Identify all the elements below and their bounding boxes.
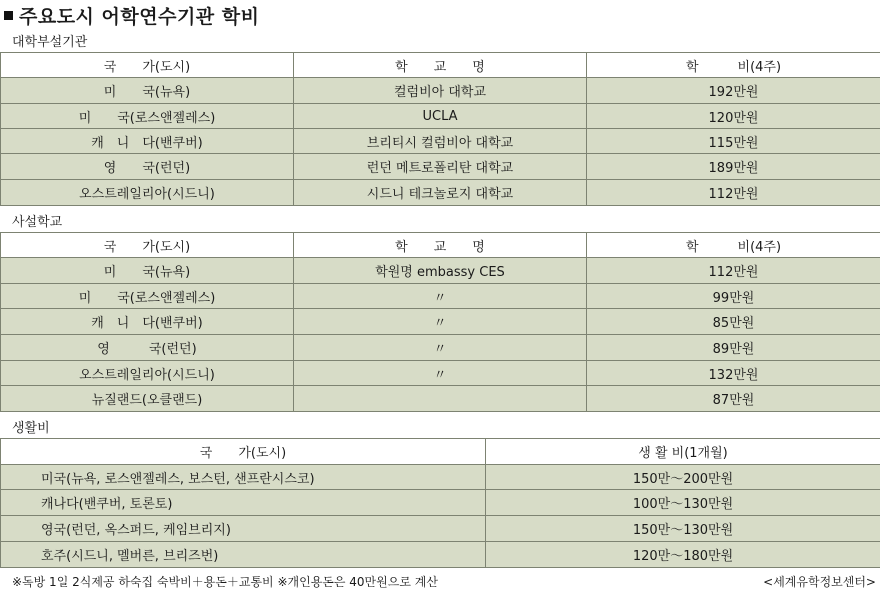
cell-living-cost: 150만～200만원 xyxy=(486,465,880,490)
cell-tuition: 99만원 xyxy=(587,284,880,309)
cell-country: 캐 니 다(밴쿠버) xyxy=(1,129,294,154)
cell-country: 호주(시드니, 멜버른, 브리즈번) xyxy=(1,542,486,568)
table-row xyxy=(1,154,880,180)
cell-living-cost: 150만～130만원 xyxy=(486,516,880,542)
source-credit: <세계유학정보센터> xyxy=(763,575,876,589)
cell-tuition: 87만원 xyxy=(587,386,880,412)
footnote: ※독방 1일 2식제공 하숙집 숙박비＋용돈＋교통비 ※개인용돈은 40만원으로 계산 xyxy=(12,575,438,589)
table-row xyxy=(1,361,880,386)
cell-country: 미 국(뉴욕) xyxy=(1,258,294,284)
table-row xyxy=(1,490,880,516)
title-row xyxy=(0,3,259,27)
cell-tuition: 115만원 xyxy=(587,129,880,154)
cell-country: 캐나다(밴쿠버, 토론토) xyxy=(1,490,486,516)
table-row xyxy=(1,180,880,206)
cell-country: 미 국(뉴욕) xyxy=(1,78,294,104)
cell-living-cost: 120만～180만원 xyxy=(486,542,880,568)
cell-tuition: 189만원 xyxy=(587,154,880,180)
table-header-row xyxy=(1,233,880,258)
cell-country: 미 국(로스앤젤레스) xyxy=(1,284,294,309)
header-school: 학 교 명 xyxy=(294,53,587,78)
section-label-private: 사설학교 xyxy=(12,215,63,230)
header-tuition: 학 비(4주) xyxy=(587,53,880,78)
table-row xyxy=(1,104,880,129)
table-row xyxy=(1,78,880,104)
cell-country: 미 국(로스앤젤레스) xyxy=(1,104,294,129)
cell-tuition: 132만원 xyxy=(587,361,880,386)
cell-tuition: 89만원 xyxy=(587,335,880,361)
living-cost-table xyxy=(0,438,880,568)
table-row xyxy=(1,335,880,361)
cell-country: 미국(뉴욕, 로스앤젤레스, 보스턴, 샌프란시스코) xyxy=(1,465,486,490)
header-country: 국 가(도시) xyxy=(1,53,294,78)
table-row xyxy=(1,258,880,284)
title-bullet-icon xyxy=(4,11,13,20)
cell-school: 런던 메트로폴리탄 대학교 xyxy=(294,154,587,180)
cell-school: 〃 xyxy=(294,361,587,386)
page-title: 주요도시 어학연수기관 학비 xyxy=(19,5,260,28)
table-row xyxy=(1,284,880,309)
university-table xyxy=(0,52,880,206)
section-label-living: 생활비 xyxy=(12,421,50,436)
cell-tuition: 85만원 xyxy=(587,309,880,335)
cell-school: 시드니 테크놀로지 대학교 xyxy=(294,180,587,206)
cell-school: 학원명 embassy CES xyxy=(294,258,587,284)
cell-country: 영 국(런던) xyxy=(1,335,294,361)
header-tuition: 학 비(4주) xyxy=(587,233,880,258)
table-row xyxy=(1,386,880,412)
cell-school: 〃 xyxy=(294,309,587,335)
table-row xyxy=(1,542,880,568)
cell-country: 영 국(런던) xyxy=(1,154,294,180)
cell-tuition: 112만원 xyxy=(587,180,880,206)
cell-school: 브리티시 컬럼비아 대학교 xyxy=(294,129,587,154)
cell-country: 뉴질랜드(오클랜드) xyxy=(1,386,294,412)
cell-living-cost: 100만～130만원 xyxy=(486,490,880,516)
cell-school: 〃 xyxy=(294,284,587,309)
cell-country: 영국(런던, 옥스퍼드, 케임브리지) xyxy=(1,516,486,542)
cell-tuition: 120만원 xyxy=(587,104,880,129)
table-row xyxy=(1,516,880,542)
cell-tuition: 192만원 xyxy=(587,78,880,104)
table-row xyxy=(1,309,880,335)
table-row xyxy=(1,129,880,154)
cell-tuition: 112만원 xyxy=(587,258,880,284)
table-header-row xyxy=(1,439,880,465)
cell-school xyxy=(294,386,587,412)
table-row xyxy=(1,465,880,490)
header-school: 학 교 명 xyxy=(294,233,587,258)
header-country: 국 가(도시) xyxy=(1,233,294,258)
table-header-row xyxy=(1,53,880,78)
section-label-university: 대학부설기관 xyxy=(12,35,88,50)
private-school-table xyxy=(0,232,880,412)
cell-school: UCLA xyxy=(294,104,587,129)
cell-school: 〃 xyxy=(294,335,587,361)
cell-school: 컬럼비아 대학교 xyxy=(294,78,587,104)
cell-country: 오스트레일리아(시드니) xyxy=(1,361,294,386)
cell-country: 오스트레일리아(시드니) xyxy=(1,180,294,206)
cell-country: 캐 니 다(밴쿠버) xyxy=(1,309,294,335)
header-living-cost: 생 활 비(1개월) xyxy=(486,439,880,465)
header-country: 국 가(도시) xyxy=(1,439,486,465)
